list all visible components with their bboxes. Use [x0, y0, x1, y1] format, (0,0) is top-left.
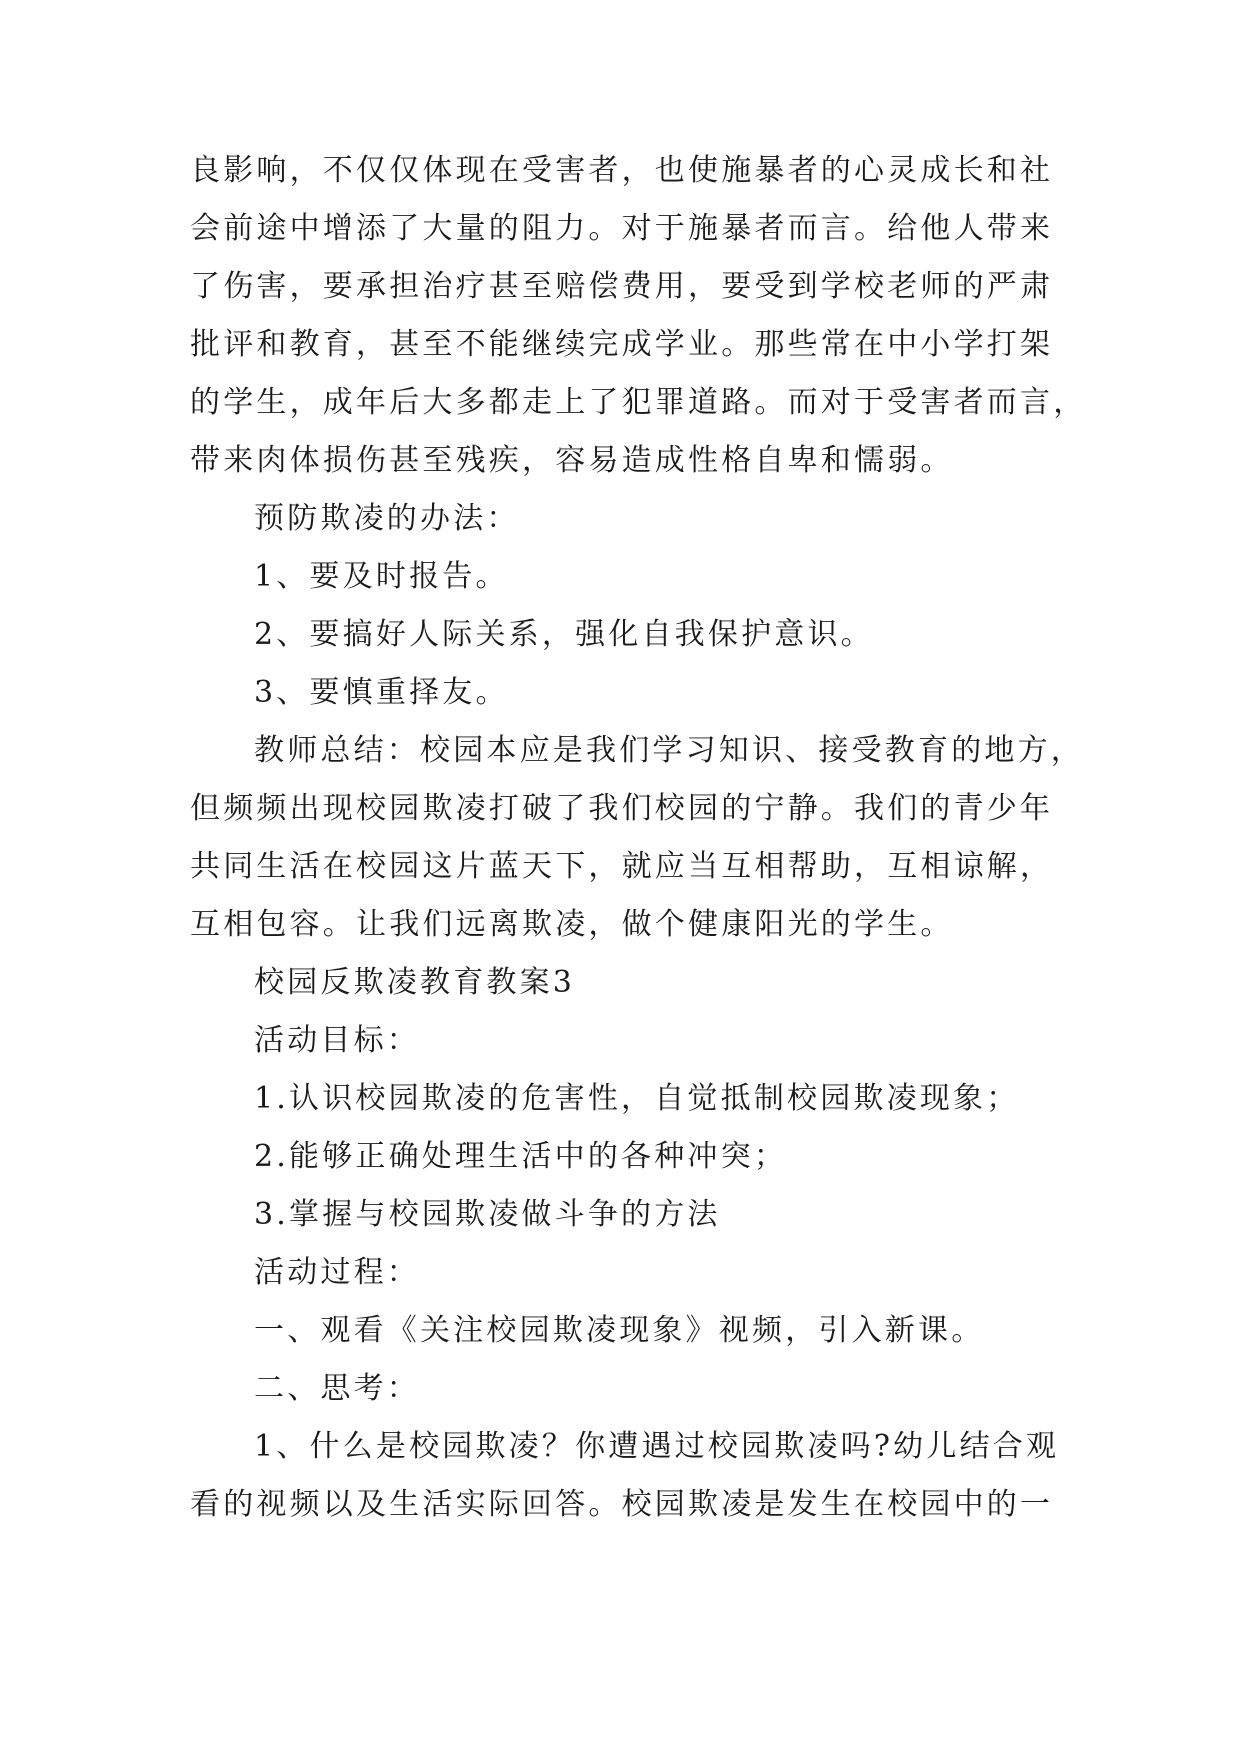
text-line: 1、什么是校园欺凌？你遭遇过校园欺凌吗?幼儿结合观 [254, 1429, 1060, 1464]
text-line: 会前途中增添了大量的阻力。对于施暴者而言。给他人带来 [190, 211, 1054, 246]
list-item: 3、要慎重择友。 [254, 675, 509, 710]
list-item: 3.掌握与校园欺凌做斗争的方法 [254, 1197, 721, 1232]
text-line: 但频频出现校园欺凌打破了我们校园的宁静。我们的青少年 [190, 791, 1054, 826]
list-item: 1.认识校园欺凌的危害性，自觉抵制校园欺凌现象； [254, 1081, 1020, 1116]
text-line: 批评和教育，甚至不能继续完成学业。那些常在中小学打架 [190, 327, 1054, 362]
list-item: 1、要及时报告。 [254, 559, 509, 594]
list-item: 二、思考： [254, 1371, 420, 1406]
text-line: 良影响，不仅仅体现在受害者，也使施暴者的心灵成长和社 [190, 153, 1054, 188]
text-line: 教师总结：校园本应是我们学习知识、接受教育的地方， [254, 733, 1084, 768]
text-line: 互相包容。让我们远离欺凌，做个健康阳光的学生。 [190, 907, 954, 942]
list-item: 2、要搞好人际关系，强化自我保护意识。 [254, 617, 874, 652]
text-line: 共同生活在校园这片蓝天下，就应当互相帮助，互相谅解， [190, 849, 1054, 884]
section-heading: 活动过程： [254, 1255, 420, 1290]
text-line: 带来肉体损伤甚至残疾，容易造成性格自卑和懦弱。 [190, 443, 954, 478]
section-heading: 活动目标： [254, 1023, 420, 1058]
text-line: 看的视频以及生活实际回答。校园欺凌是发生在校园中的一 [190, 1487, 1054, 1522]
section-title: 校园反欺凌教育教案3 [254, 965, 576, 1000]
section-heading: 预防欺凌的办法： [254, 501, 520, 536]
text-line: 的学生，成年后大多都走上了犯罪道路。而对于受害者而言， [190, 385, 1087, 420]
text-line: 了伤害，要承担治疗甚至赔偿费用，要受到学校老师的严肃 [190, 269, 1054, 304]
list-item: 一、观看《关注校园欺凌现象》视频，引入新课。 [254, 1313, 985, 1348]
list-item: 2.能够正确处理生活中的各种冲突； [254, 1139, 788, 1174]
